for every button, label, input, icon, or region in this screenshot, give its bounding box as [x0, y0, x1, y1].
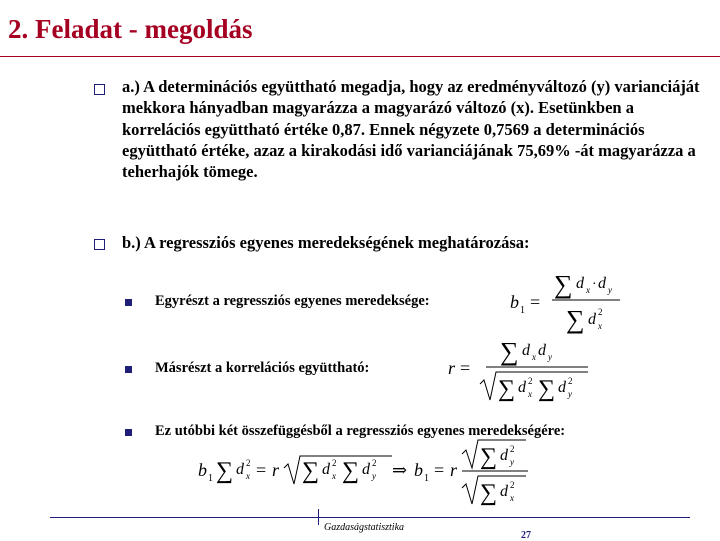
svg-text:⇒: ⇒ — [392, 460, 408, 480]
svg-text:r: r — [450, 460, 458, 480]
svg-text:=: = — [530, 292, 541, 312]
sub-bullet-derivation-text: Ez utóbbi két összefüggésből a regressziós egyenes meredekségére: — [155, 423, 566, 439]
svg-text:d: d — [322, 461, 330, 478]
svg-text:d: d — [598, 275, 606, 292]
svg-text:=: = — [256, 460, 267, 480]
sub-bullet-icon — [125, 299, 132, 306]
svg-text:∑: ∑ — [480, 480, 498, 506]
svg-text:∑: ∑ — [538, 376, 556, 402]
sub-bullet-correlation-text: Másrészt a korrelációs együttható: — [155, 360, 370, 376]
svg-text:x: x — [586, 285, 590, 295]
svg-text:·: · — [592, 277, 597, 292]
svg-text:1: 1 — [424, 473, 429, 484]
svg-text:d: d — [362, 461, 370, 478]
svg-text:∑: ∑ — [566, 305, 585, 334]
svg-text:b: b — [198, 460, 207, 480]
svg-text:2: 2 — [568, 376, 573, 386]
page-number: 27 — [521, 530, 531, 541]
svg-text:2: 2 — [372, 458, 377, 468]
svg-text:x: x — [532, 352, 536, 362]
svg-text:x: x — [510, 493, 514, 503]
svg-text:x: x — [528, 389, 532, 399]
bullet-b-text: b.) A regressziós egyenes meredekségének meghatározása: — [122, 233, 530, 252]
svg-text:∑: ∑ — [480, 444, 498, 470]
svg-text:r: r — [448, 358, 456, 378]
svg-text:∑: ∑ — [498, 376, 516, 402]
svg-text:∑: ∑ — [500, 337, 519, 366]
svg-text:2: 2 — [510, 444, 515, 454]
svg-text:r: r — [272, 460, 280, 480]
svg-text:x: x — [246, 471, 250, 481]
square-bullet-icon — [94, 239, 105, 250]
derivation-formula — [196, 438, 536, 508]
svg-text:∑: ∑ — [302, 458, 320, 484]
bullet-a-text: a.) A determinációs együttható megadja, hogy az eredményváltozó (y) varianciáját mekkora hányadban magyarázza a magyarázó változó (x). Esetünkben a korrelációs együttható értéke 0,87. Ennek négyzete 0,7569 a determinációs együttható értéke, azaz a kirakodási idő varianciájának 75,69% -át magyarázza a teherhajók tömege. — [122, 77, 700, 182]
svg-text:∑: ∑ — [216, 458, 234, 484]
svg-text:∑: ∑ — [342, 458, 360, 484]
footer-divider-tick — [318, 509, 319, 525]
svg-text:y: y — [548, 352, 552, 362]
svg-text:2: 2 — [246, 458, 251, 468]
svg-text:d: d — [522, 342, 530, 359]
svg-text:2: 2 — [598, 307, 603, 317]
slope-formula — [508, 268, 628, 334]
correlation-formula — [446, 334, 596, 404]
svg-text:=: = — [434, 460, 445, 480]
svg-text:y: y — [608, 285, 612, 295]
svg-text:d: d — [588, 311, 596, 328]
svg-text:d: d — [236, 461, 244, 478]
svg-text:d: d — [538, 342, 546, 359]
slide-title: 2. Feladat - megoldás — [8, 14, 253, 44]
svg-text:=: = — [460, 358, 471, 378]
svg-text:d: d — [500, 447, 508, 464]
svg-text:y: y — [510, 457, 514, 467]
svg-text:2: 2 — [528, 376, 533, 386]
svg-text:d: d — [500, 483, 508, 500]
svg-text:x: x — [598, 321, 602, 331]
svg-text:2: 2 — [332, 458, 337, 468]
svg-text:b: b — [510, 292, 519, 312]
svg-text:1: 1 — [520, 305, 525, 316]
svg-text:d: d — [518, 379, 526, 396]
svg-text:y: y — [568, 389, 572, 399]
svg-text:2: 2 — [510, 480, 515, 490]
svg-text:d: d — [558, 379, 566, 396]
svg-text:y: y — [372, 471, 376, 481]
footer-divider — [50, 517, 690, 518]
svg-text:x: x — [332, 471, 336, 481]
title-divider — [0, 56, 720, 57]
square-bullet-icon — [94, 84, 105, 95]
sub-bullet-icon — [125, 429, 132, 436]
svg-text:1: 1 — [208, 473, 213, 484]
svg-text:b: b — [414, 460, 423, 480]
sub-bullet-slope-text: Egyrészt a regressziós egyenes meredeksége: — [155, 293, 430, 309]
footer-course-name: Gazdaságstatisztika — [324, 522, 405, 533]
svg-text:d: d — [576, 275, 584, 292]
sub-bullet-icon — [125, 366, 132, 373]
svg-text:∑: ∑ — [554, 270, 573, 299]
